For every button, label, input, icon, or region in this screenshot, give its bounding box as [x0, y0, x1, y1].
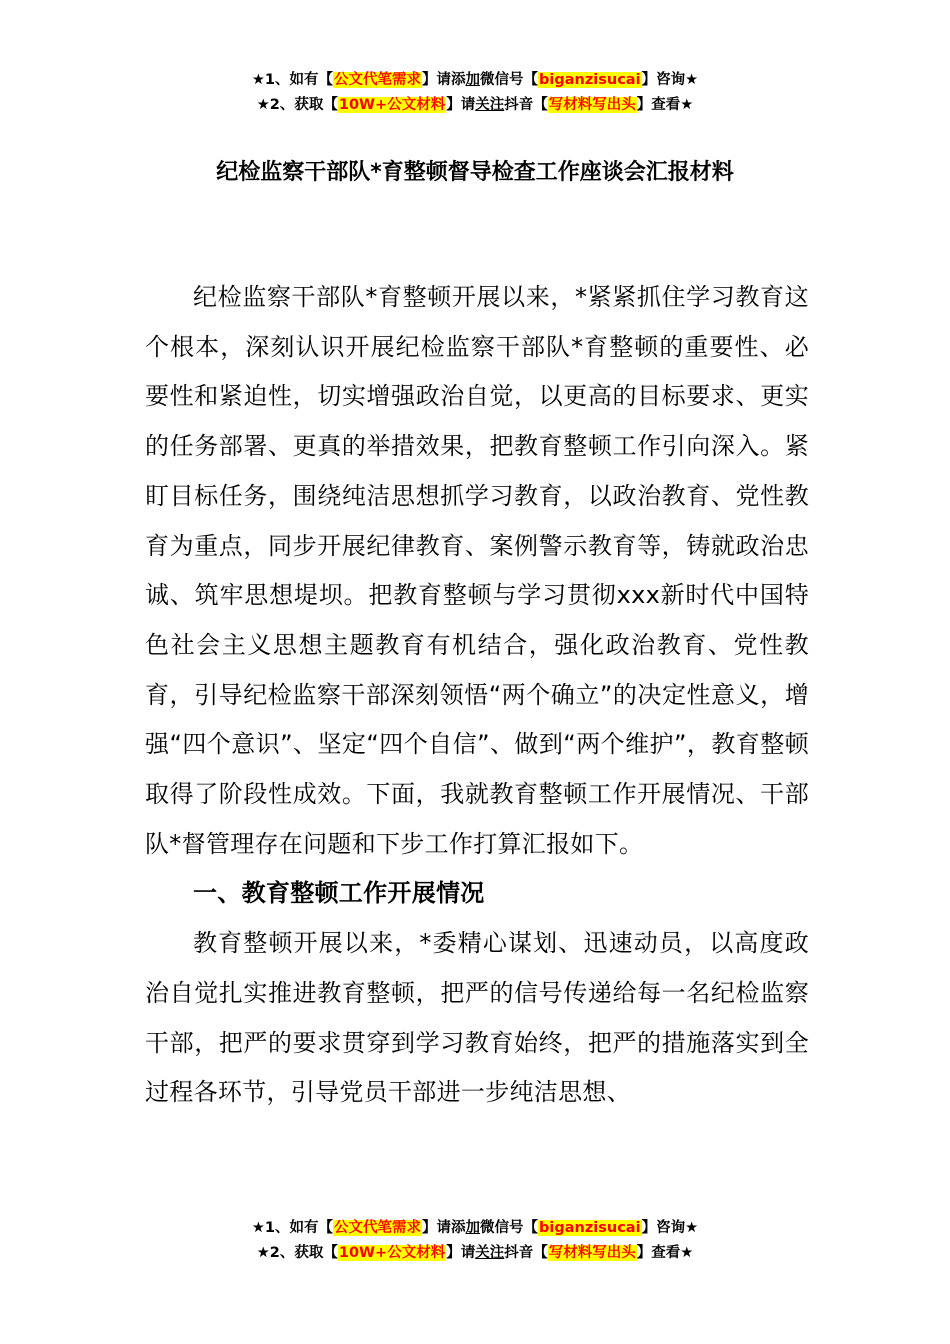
- douyin-account-highlight: 写材料写出头: [548, 97, 636, 113]
- promo-text: 】咨询★: [641, 72, 699, 88]
- header-promo-banner: [0, 68, 950, 118]
- promo-text: 】请: [446, 1245, 476, 1261]
- douyin-account-highlight: 写材料写出头: [548, 1245, 636, 1261]
- promo-text: 微信号【: [480, 72, 539, 88]
- wechat-id-highlight: biganzisucai: [539, 72, 641, 88]
- promo-underlined-text: 加: [465, 72, 481, 88]
- promo-text: 微信号【: [480, 1220, 539, 1236]
- promo-text: 】咨询★: [641, 1220, 699, 1236]
- promo-underlined-text: 关注: [475, 1245, 505, 1261]
- promo-highlight: 公文代笔需求: [334, 1220, 422, 1236]
- promo-text: 抖音【: [504, 1245, 548, 1261]
- footer-promo-banner: [0, 1216, 950, 1266]
- document-title: 纪检监察干部队*育整顿督导检查工作座谈会汇报材料: [216, 160, 734, 185]
- promo-text: ★1、如有【: [251, 1220, 334, 1236]
- body-paragraph: 教育整顿开展以来，*委精心谋划、迅速动员，以高度政治自觉扎实推进教育整顿，把严的信号传递给每一名纪检监察干部，把严的要求贯穿到学习教育始终，把严的措施落实到全过程各环节，引导党员干部进一步纯洁思想、: [145, 929, 809, 1107]
- promo-line-1: [0, 1216, 950, 1241]
- promo-highlight: 公文代笔需求: [334, 72, 422, 88]
- promo-text: 】查看★: [636, 97, 694, 113]
- section-heading: 一、教育整顿工作开展情况: [193, 879, 485, 908]
- promo-text: 抖音【: [504, 97, 548, 113]
- promo-underlined-text: 加: [465, 1220, 481, 1236]
- promo-line-1: [0, 68, 950, 93]
- wechat-id-highlight: biganzisucai: [539, 1220, 641, 1236]
- promo-text: 】请添: [422, 1220, 466, 1236]
- promo-highlight: 10W+公文材料: [338, 1245, 446, 1261]
- promo-highlight: 10W+公文材料: [338, 97, 446, 113]
- document-body: [145, 273, 809, 1118]
- promo-text: ★1、如有【: [251, 72, 334, 88]
- promo-text: ★2、获取【: [256, 97, 338, 113]
- body-paragraph: 纪检监察干部队*育整顿开展以来，*紧紧抓住学习教育这个根本，深刻认识开展纪检监察干部队*育整顿的重要性、必要性和紧迫性，切实增强政治自觉，以更高的目标要求、更实的任务部署、更真的举措效果，把教育整顿工作引向深入。紧盯目标任务，围绕纯洁思想抓学习教育，以政治教育、党性教育为重点，同步开展纪律教育、案例警示教育等，铸就政治忠诚、筑牢思想堤坝。把教育整顿与学习贯彻xxx新时代中国特色社会主义思想主题教育有机结合，强化政治教育、党性教育，引导纪检监察干部深刻领悟“两个确立”的决定性意义，增强“四个意识”、坚定“四个自信”、做到“两个维护”，教育整顿取得了阶段性成效。下面，我就教育整顿工作开展情况、干部队*督管理存在问题和下步工作打算汇报如下。: [145, 283, 809, 858]
- promo-line-2: [0, 93, 950, 118]
- promo-underlined-text: 关注: [475, 97, 505, 113]
- promo-text: 】查看★: [636, 1245, 694, 1261]
- promo-line-2: [0, 1241, 950, 1266]
- promo-text: ★2、获取【: [256, 1245, 338, 1261]
- promo-text: 】请添: [422, 72, 466, 88]
- promo-text: 】请: [446, 97, 476, 113]
